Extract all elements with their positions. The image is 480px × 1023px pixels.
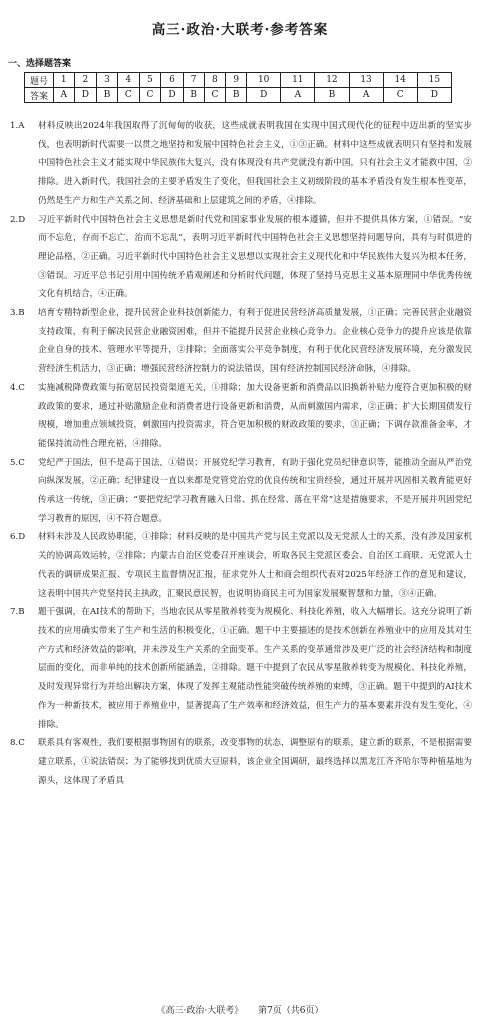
row-label-answer: 答案: [25, 88, 54, 103]
table-row-answers: [25, 88, 452, 103]
answer-cell: A: [54, 88, 75, 103]
answer-cell: D: [247, 88, 281, 103]
explanation-text: 党纪严于国法，但不是高于国法，①错误；开展党纪学习教育，有助于强化党员纪律意识等，能推动全面从严治党向纵深发展，②正确；纪律建设一直以来都是党管党治党的优良传统和宝贵经验，通过开展并巩固相关教育能更好传承这一传统，③正确；“要把党纪学习教育融入日常、抓在经常、落在平常”这是措施要求，不是开展并巩固党纪学习教育的原因，④不符合题意。: [38, 457, 472, 524]
question-number-cell: 2: [74, 73, 97, 88]
question-number-cell: 4: [117, 73, 139, 88]
answer-cell: B: [315, 88, 349, 103]
question-number-cell: 14: [383, 73, 417, 88]
answer-cell: C: [139, 88, 161, 103]
answer-cell: A: [281, 88, 315, 103]
question-label: 1.A: [10, 121, 25, 131]
explanation-text: 材料反映出2024年我国取得了沉甸甸的收获，这些成就表明我国在实现中国式现代化的征程中迈出新的坚实步伐，也表明新时代需要一以贯之地坚持和发展中国特色社会主义，①③正确。材料中这些成就表明只有坚持和发展中国特色社会主义才能实现中华民族伟大复兴，没有体现没有共产党就没有新中国，只有社会主义才能救中国，②排除。进入新时代，我国社会的主要矛盾发生了变化，但我国社会主义初级阶段的基本矛盾没有发生根本性变革，仍然是生产力和生产关系之间、经济基础和上层建筑之间的矛盾，④排除。: [38, 121, 472, 206]
answer-table: [24, 72, 452, 103]
table-row-numbers: [25, 73, 452, 88]
page-title: 高三·政治·大联考·参考答案: [151, 22, 329, 38]
answer-cell: D: [417, 88, 451, 103]
answer-cell: C: [117, 88, 139, 103]
explanation-text: 实施减税降费政策与拓宽居民投资渠道无关，①排除；加大设备更新和消费品以旧换新补贴力度符合更加积极的财政政策的要求，通过补贴激励企业和消费者进行设备更新和消费，从而刺激国内需求，②正确；扩大长期国债发行规模，增加重点领域投资，刺激国内投资需求，符合更加积极的财政政策的要求，③正确；下调存款准备金率，才能保持流动性合理充裕，④排除。: [38, 382, 472, 449]
question-number-cell: 1: [54, 73, 75, 88]
explanation-text: 习近平新时代中国特色社会主义思想是新时代党和国家事业发展的根本遵循，但并不提供具体方案，①错误。“安而不忘危，存而不忘亡，治而不忘乱”，表明习近平新时代中国特色社会主义思想坚持问题导向，具有与时俱进的理论品格，②正确。习近平新时代中国特色社会主义思想以实现社会主义现代化和中华民族伟大复兴为根本任务，③错误。习近平总书记引用中国传统矛盾观阐述和分析时代问题，体现了坚持马克思主义基本原理同中华优秀传统文化有机结合，④正确。: [38, 214, 472, 300]
question-number-cell: 8: [204, 73, 226, 88]
answer-cell: B: [183, 88, 204, 103]
explanation-text: 培育专精特新型企业，提升民营企业科技创新能力，有利于促进民营经济高质量发展，①正确；完善民营企业融资支持政策，有利于解决民营企业融资困难，但并不能提升民营企业核心竞争力。企业核心竞争力的提升应该是依靠企业自身的技术、管理水平等提升，②排除；全面落实公平竞争制度，有利于优化民营经济发展环境，充分激发民营经济生机活力，③正确；增强民营经济控制力的说法错误，国有经济控制国民经济命脉，④排除。: [38, 308, 472, 375]
question-label: 4.C: [10, 382, 25, 393]
explanation-item: [10, 379, 472, 454]
answer-cell: B: [226, 88, 247, 103]
question-number-cell: 6: [161, 73, 184, 88]
answer-cell: C: [383, 88, 417, 103]
explanation-item: [10, 117, 472, 211]
explanation-item: [10, 528, 472, 603]
question-number-cell: 5: [139, 73, 161, 88]
explanation-item: [10, 211, 472, 305]
question-number-cell: 13: [349, 73, 383, 88]
question-number-cell: 11: [281, 73, 315, 88]
question-label: 6.D: [10, 532, 26, 543]
answer-cell: A: [349, 88, 383, 103]
explanation-text: 联系具有客观性，我们要根据事物固有的联系，改变事物的状态，调整原有的联系，建立新的联系，不是根据需要建立联系，①说法错误；为了能够找到优质大豆原料，该企业全国调研，最终选择以黑龙江齐齐哈尔等种植基地为源头，这体现了矛盾具: [38, 738, 472, 786]
question-number-cell: 15: [417, 73, 451, 88]
question-number-cell: 7: [183, 73, 204, 88]
answer-cell: B: [97, 88, 118, 103]
question-number-cell: 3: [97, 73, 118, 88]
explanation-text: 题干强调，在AI技术的帮助下，当地农民从零星散养转变为规模化、科技化养殖，收入大幅增长。这充分说明了新技术的应用确实带来了生产和生活的积极变化，①正确。题干中主要描述的是技术创新在养殖业中的应用及其对生产方式和经济效益的影响，并未涉及生产关系的全面变革。生产关系的变革通常涉及更广泛的社会经济结构和制度层面的变化，而非单纯的技术创新所能涵盖，②排除。题干中提到了农民从零星散养转变为规模化、科技化养殖，及时发现异常行为并给出解决方案，体现了发挥主观能动性能突破传统养殖的束缚，③正确。题干中提到的AI技术作为一种新技术，被应用于养殖业中，显著提高了生产效率和经济效益，但生产力的基本要素并没有发生变化，④排除。: [38, 607, 472, 730]
answer-cell: C: [204, 88, 226, 103]
question-number-cell: 10: [247, 73, 281, 88]
question-label: 3.B: [10, 308, 25, 319]
explanation-item: [10, 304, 472, 379]
explanation-item: [10, 454, 472, 529]
row-label-number: 题号: [25, 73, 54, 88]
question-label: 8.C: [10, 738, 25, 749]
page-footer: [0, 1003, 480, 1016]
section-heading: 一、选择题答案: [8, 59, 72, 69]
explanation-item: [10, 603, 472, 734]
explanation-text: 材料未涉及人民政协职能，①排除；材料反映的是中国共产党与民主党派以及无党派人士的关系，没有涉及国家机关的协调高效运转，②排除；内蒙古自治区党委召开座谈会，听取各民主党派区委会、自治区工商联、无党派人士代表的调研成果汇报、专项民主监督情况汇报，征求党外人士和商会组织代表对2025年经济工作的意见和建议，这表明中国共产党坚持民主执政，汇聚民意民智，也说明协商民主可为国家发展聚智慧和力量，③④正确。: [38, 532, 472, 599]
answer-cell: D: [161, 88, 184, 103]
answer-cell: D: [74, 88, 97, 103]
question-number-cell: 9: [226, 73, 247, 88]
footer-page: 第7页（共6页）: [258, 1006, 324, 1016]
footer-title: 《高三·政治·大联考》: [156, 1006, 244, 1016]
question-label: 5.C: [10, 457, 25, 468]
question-label: 2.D: [10, 214, 26, 225]
question-number-cell: 12: [315, 73, 349, 88]
question-list: [10, 117, 472, 790]
explanation-item: [10, 734, 472, 790]
question-label: 7.B: [10, 607, 25, 618]
